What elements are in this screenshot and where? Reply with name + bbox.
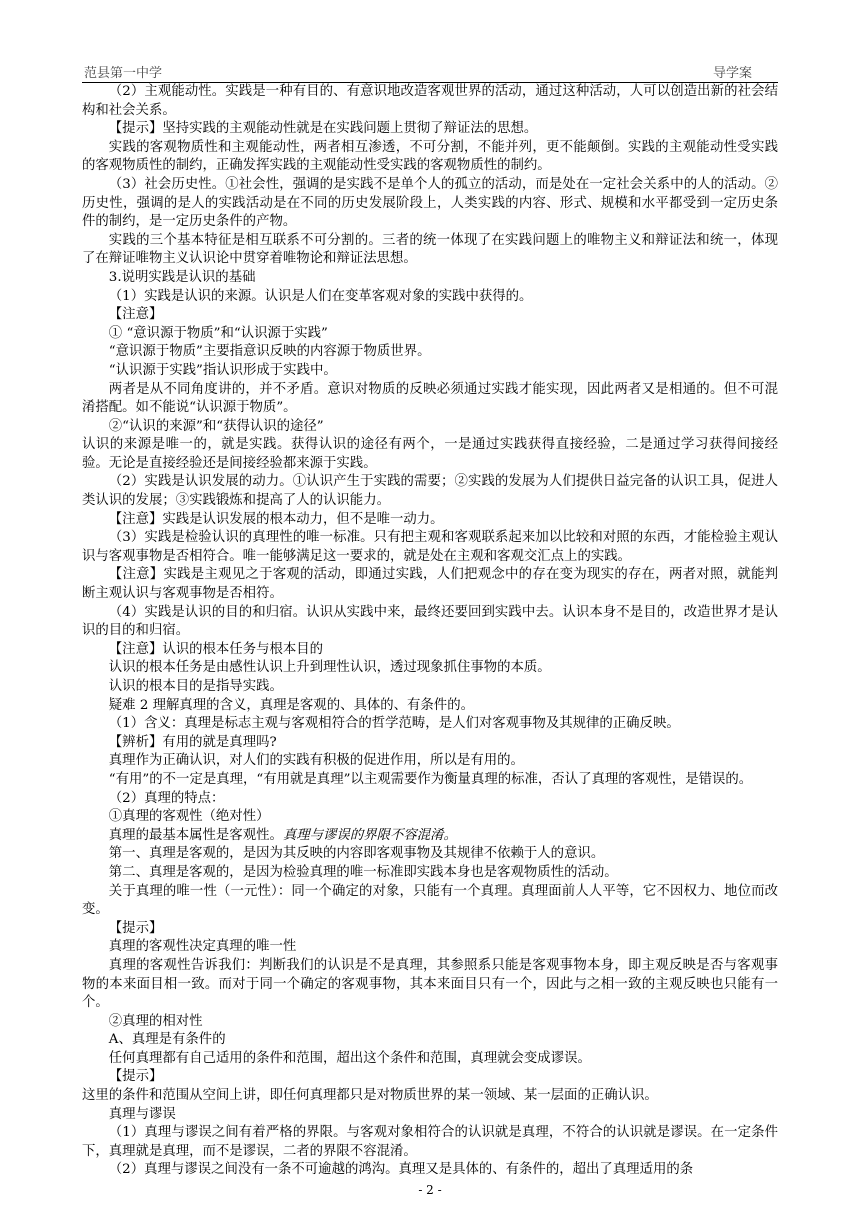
body-paragraph <box>82 306 778 325</box>
paragraph-text: 实践的客观物质性和主观能动性，两者相互渗透，不可分割，不能并列，更不能颠倒。实践的主观能动性受实践的客观物质性的制约，正确发挥实践的主观能动性受实践的客观物质性的制约。 <box>82 139 778 174</box>
paragraph-text: 认识的根本任务是由感性认识上升到理性认识，透过现象抓住事物的本质。 <box>108 660 551 676</box>
paragraph-text: 第二、真理是客观的，是因为检验真理的唯一标准即实践本身也是客观物质性的活动。 <box>108 864 618 880</box>
paragraph-text: （4）实践是认识的目的和归宿。认识从实践中来，最终还要回到实践中去。认识本身不是目的，改造世界才是认识的目的和归宿。 <box>82 604 778 639</box>
body-paragraph <box>82 1087 778 1106</box>
paragraph-text: 【注意】 <box>108 307 163 323</box>
body-paragraph <box>82 362 778 381</box>
body-paragraph <box>82 1124 778 1161</box>
paragraph-text: （3）实践是检验认识的真理性的唯一标准。只有把主观和客观联系起来加以比较和对照的东西，才能检验主观认识与客观事物是否相符合。唯一能够满足这一要求的，就是处在主观和客观交汇点上的实践。 <box>82 530 778 564</box>
body-paragraph <box>82 659 778 678</box>
body-paragraph <box>82 734 778 753</box>
body-paragraph <box>82 808 778 827</box>
paragraph-text: “认识源于实践”指认识形成于实践中。 <box>108 362 337 378</box>
body-paragraph <box>82 1106 778 1125</box>
paragraph-text: 【注意】认识的根本任务与根本目的 <box>108 641 324 657</box>
paragraph-text: 这里的条件和范围从空间上讲，即任何真理都只是对物质世界的某一领域、某一层面的正确认识。 <box>82 1088 658 1104</box>
paragraph-text: （1）真理与谬误之间有着严格的界限。与客观对象相符合的认识就是真理，不符合的认识就是谬误。在一定条件下，真理就是真理，而不是谬误，二者的界限不容混淆。 <box>82 1125 778 1159</box>
body-paragraph <box>82 845 778 864</box>
paragraph-text: （2）真理的特点： <box>108 790 225 806</box>
page-header <box>82 60 778 83</box>
body-paragraph <box>82 1031 778 1050</box>
body-paragraph <box>82 752 778 771</box>
body-paragraph <box>82 1013 778 1032</box>
body-paragraph <box>82 120 778 139</box>
body-paragraph <box>82 288 778 307</box>
body-paragraph <box>82 957 778 1013</box>
body-paragraph <box>82 381 778 418</box>
paragraph-text: （2）实践是认识发展的动力。①认识产生于实践的需要；②实践的发展为人们提供日益完备的认识工具，促进人类认识的发展；③实践锻炼和提高了人的认识能力。 <box>82 474 778 509</box>
body-paragraph <box>82 269 778 288</box>
paragraph-text: 真理的最基本属性是客观性。 <box>108 827 283 843</box>
paragraph-text: ②真理的相对性 <box>108 1013 203 1029</box>
body-paragraph <box>82 176 778 232</box>
paragraph-text: ① “意识源于物质”和“认识源于实践” <box>108 325 328 341</box>
body-paragraph <box>82 232 778 269</box>
paragraph-text: ①真理的客观性（绝对性） <box>108 809 270 825</box>
body-paragraph <box>82 715 778 734</box>
school-name: 范县第一中学 <box>84 66 163 81</box>
paragraph-text: “有用”的不一定是真理，“有用就是真理”以主观需要作为衡量真理的标准，否认了真理的客观性，是错误的。 <box>108 771 753 787</box>
body-paragraph <box>82 883 778 920</box>
paragraph-text: 【注意】实践是主观见之于客观的活动，即通过实践，人们把观念中的存在变为现实的存在，两者对照，就能判断主观认识与客观事物是否相符。 <box>82 567 778 602</box>
body-paragraph <box>82 325 778 344</box>
body-paragraph <box>82 938 778 957</box>
paragraph-text: （1）实践是认识的来源。认识是人们在变革客观对象的实践中获得的。 <box>108 288 533 304</box>
body-paragraph <box>82 771 778 790</box>
body-paragraph <box>82 697 778 716</box>
paragraph-text: 【辨析】有用的就是真理吗? <box>108 734 277 750</box>
paragraph-text: 关于真理的唯一性（一元性）：同一个确定的对象，只能有一个真理。真理面前人人平等，它不因权力、地位而改变。 <box>82 883 778 918</box>
body-paragraph <box>82 641 778 660</box>
paragraph-text: （2）真理与谬误之间没有一条不可逾越的鸿沟。真理又是具体的、有条件的，超出了真理适用的条 <box>108 1162 694 1178</box>
body-paragraph <box>82 790 778 809</box>
paragraph-text: （1）含义：真理是标志主观与客观相符合的哲学范畴，是人们对客观事物及其规律的正确反映。 <box>108 716 680 732</box>
body-paragraph <box>82 1050 778 1069</box>
paragraph-text: 真理与谬误 <box>108 1106 176 1122</box>
body-paragraph <box>82 418 778 437</box>
paragraph-text: 两者是从不同角度讲的，并不矛盾。意识对物质的反映必须通过实践才能实现，因此两者又是相通的。但不可混淆搭配。如不能说“认识源于物质”。 <box>82 381 778 416</box>
paragraph-text: 认识的根本目的是指导实践。 <box>108 679 283 694</box>
paragraph-text: 【提示】 <box>108 920 163 936</box>
paragraph-text: 【提示】坚持实践的主观能动性就是在实践问题上贯彻了辩证法的思想。 <box>108 121 538 137</box>
paragraph-text: 真理的客观性告诉我们：判断我们的认识是不是真理，其参照系只能是客观事物本身，即主观反映是否与客观事物的本来面目相一致。而对于同一个确定的客观事物，其本来面目只有一个，因此与之相一致的主观反映也只能有一个。 <box>82 957 778 1011</box>
paragraph-text: ②“认识的来源”和“获得认识的途径” <box>108 418 324 434</box>
body-paragraph <box>82 604 778 641</box>
body-paragraph <box>82 436 778 473</box>
paragraph-text: 第一、真理是客观的，是因为其反映的内容即客观事物及其规律不依赖于人的意识。 <box>108 846 605 862</box>
paragraph-text: 认识的来源是唯一的，就是实践。获得认识的途径有两个，一是通过实践获得直接经验，二是通过学习获得间接经验。无论是直接经验还是间接经验都来源于实践。 <box>82 437 778 471</box>
paragraph-text: （3）社会历史性。①社会性，强调的是实践不是单个人的孤立的活动，而是处在一定社会关系中的人的活动。②历史性，强调的是人的实践活动是在不同的历史发展阶段上，人类实践的内容、形式、规模和水平都受到一定历史条件的制约，是一定历史条件的产物。 <box>82 176 778 230</box>
body-paragraph <box>82 1068 778 1087</box>
paragraph-text: “意识源于物质”主要指意识反映的内容源于物质世界。 <box>108 344 431 360</box>
body-paragraph <box>82 139 778 176</box>
body-paragraph <box>82 511 778 530</box>
paragraph-text: 疑难 2 理解真理的含义，真理是客观的、具体的、有条件的。 <box>108 697 474 713</box>
paragraph-text: A、真理是有条件的 <box>108 1032 226 1048</box>
body-paragraph <box>82 83 778 120</box>
paragraph-text: 【注意】实践是认识发展的根本动力，但不是唯一动力。 <box>108 511 444 527</box>
body-paragraph <box>82 473 778 510</box>
body-paragraph <box>82 920 778 939</box>
page-number: - 2 - <box>418 1183 442 1197</box>
document-body <box>82 83 778 1180</box>
emphasis-text: 真理与谬误的界限不容混淆。 <box>282 827 457 843</box>
body-paragraph <box>82 864 778 883</box>
body-paragraph <box>82 343 778 362</box>
paragraph-text: （2）主观能动性。实践是一种有目的、有意识地改造客观世界的活动，通过这种活动，人可以创造出新的社会结构和社会关系。 <box>82 84 778 118</box>
document-type: 导学案 <box>712 66 752 81</box>
paragraph-text: 【提示】 <box>108 1069 163 1085</box>
paragraph-text: 任何真理都有自己适用的条件和范围，超出这个条件和范围，真理就会变成谬误。 <box>108 1050 591 1066</box>
body-paragraph <box>82 566 778 603</box>
paragraph-text: 实践的三个基本特征是相互联系不可分割的。三者的统一体现了在实践问题上的唯物主义和辩证法和统一，体现了在辩证唯物主义认识论中贯穿着唯物论和辩证法思想。 <box>82 232 778 267</box>
body-paragraph <box>82 827 778 846</box>
paragraph-text: 真理作为正确认识，对人们的实践有积极的促进作用，所以是有用的。 <box>108 753 524 769</box>
body-paragraph <box>82 1161 778 1180</box>
body-paragraph <box>82 529 778 566</box>
paragraph-text: 3.说明实践是认识的基础 <box>108 269 256 285</box>
body-paragraph <box>82 678 778 697</box>
paragraph-text: 真理的客观性决定真理的唯一性 <box>108 939 297 955</box>
